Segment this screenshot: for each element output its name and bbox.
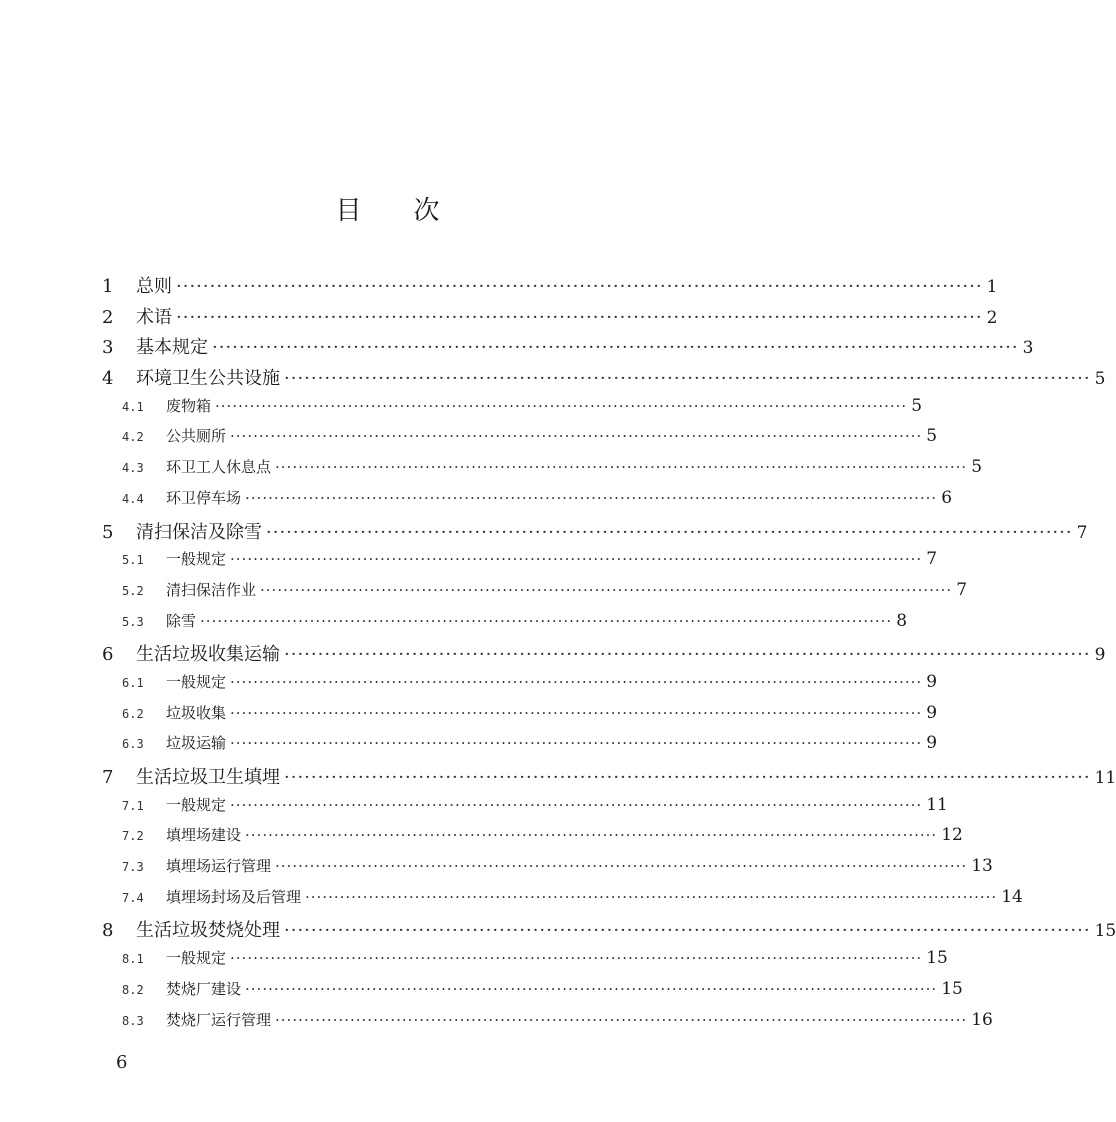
toc-entry-number: 5.3	[122, 614, 144, 629]
toc-entry-page: 15	[926, 948, 948, 969]
toc-entry-page: 1	[986, 277, 998, 297]
toc-section-row[interactable]	[100, 579, 968, 610]
toc-chapter-row[interactable]	[100, 518, 1088, 549]
toc-entry-page: 16	[971, 1009, 993, 1030]
toc-entry-title: 总则	[136, 276, 172, 297]
page-title: 目次	[335, 196, 492, 226]
toc-entry-page: 12	[941, 825, 963, 846]
toc-entry-page: 5	[971, 457, 983, 478]
toc-entry-title: 一般规定	[166, 795, 227, 814]
dot-leader: ························································································································	[275, 1010, 968, 1029]
toc-section-row[interactable]	[100, 886, 1023, 917]
toc-entry-title: 一般规定	[166, 550, 227, 569]
toc-entry-page: 11	[926, 794, 948, 815]
toc-entry-number: 2	[102, 306, 114, 328]
dot-leader: ························································································································	[176, 276, 983, 297]
dot-leader: ························································································································	[230, 795, 923, 814]
dot-leader: ························································································································	[275, 857, 968, 876]
dot-leader: ························································································································	[284, 767, 1091, 788]
toc-entry-title: 垃圾收集	[166, 703, 227, 722]
toc-chapter-row[interactable]	[100, 364, 1106, 395]
toc-entry-page: 9	[926, 702, 938, 723]
toc-entry-title: 填埋场运行管理	[166, 857, 272, 876]
toc-entry-number: 8.1	[122, 952, 144, 967]
toc-entry-page: 14	[1001, 886, 1023, 907]
toc-entry-title: 垃圾运输	[166, 734, 227, 753]
dot-leader: ························································································································	[305, 887, 998, 906]
toc-entry-title: 公共厕所	[166, 427, 227, 446]
toc-entry-number: 6.1	[122, 675, 144, 690]
dot-leader: ························································································································	[284, 920, 1091, 942]
toc-entry-title: 生活垃圾焚烧处理	[136, 920, 280, 942]
toc-chapter-row[interactable]	[100, 333, 1034, 364]
toc-entry-title: 术语	[136, 306, 172, 328]
toc-entry-title: 环卫停车场	[166, 488, 242, 507]
toc-entry-number: 8	[102, 920, 114, 942]
dot-leader: ························································································································	[230, 427, 923, 446]
dot-leader: ························································································································	[230, 734, 923, 753]
dot-leader: ························································································································	[284, 644, 1091, 666]
toc-entry-title: 焚烧厂运行管理	[166, 1010, 272, 1029]
toc-entry-page: 7	[926, 549, 938, 570]
toc-chapter-row[interactable]	[100, 272, 998, 303]
toc-section-row[interactable]	[100, 1009, 993, 1040]
toc-section-row[interactable]	[100, 947, 948, 978]
toc-entry-number: 4.1	[122, 399, 144, 414]
toc-chapter-row[interactable]	[100, 640, 1106, 671]
toc-entry-page: 3	[1022, 338, 1034, 359]
toc-section-row[interactable]	[100, 395, 923, 426]
toc-entry-number: 7	[102, 767, 114, 788]
dot-leader: ························································································································	[245, 979, 938, 998]
toc-entry-page: 9	[1094, 645, 1106, 666]
toc-entry-page: 11	[1094, 768, 1116, 788]
toc-entry-number: 6	[102, 644, 114, 666]
toc-entry-number: 4.3	[122, 461, 144, 476]
dot-leader: ························································································································	[245, 826, 938, 845]
toc-entry-page: 5	[911, 395, 923, 416]
toc-entry-title: 除雪	[166, 611, 197, 630]
toc-entry-title: 清扫保洁作业	[166, 580, 257, 599]
toc-entry-page: 5	[1094, 369, 1106, 390]
toc-entry-title: 环境卫生公共设施	[136, 368, 280, 390]
toc-entry-number: 7.2	[122, 829, 144, 844]
toc-section-row[interactable]	[100, 610, 908, 641]
toc-entry-page: 7	[1076, 522, 1088, 543]
toc-entry-title: 一般规定	[166, 672, 227, 691]
toc-entry-page: 5	[926, 426, 938, 447]
page-number: 6	[116, 1052, 128, 1073]
toc-entry-page: 9	[926, 733, 938, 754]
toc-section-row[interactable]	[100, 794, 948, 825]
dot-leader: ························································································································	[260, 580, 953, 599]
toc-entry-title: 基本规定	[136, 337, 208, 359]
toc-entry-number: 5	[102, 521, 114, 543]
toc-section-row[interactable]	[100, 487, 953, 518]
toc-entry-page: 6	[941, 487, 953, 508]
toc-chapter-row[interactable]	[100, 303, 998, 334]
toc-entry-number: 4.4	[122, 491, 144, 506]
toc-entry-number: 6.2	[122, 706, 144, 721]
toc-entry-title: 填埋场封场及后管理	[166, 887, 302, 906]
toc-section-row[interactable]	[100, 671, 938, 702]
dot-leader: ························································································································	[230, 672, 923, 691]
toc-chapter-row[interactable]	[100, 763, 1116, 794]
toc-entry-title: 生活垃圾收集运输	[136, 644, 280, 666]
dot-leader: ························································································································	[176, 306, 983, 328]
dot-leader: ························································································································	[284, 368, 1091, 390]
toc-entry-page: 15	[941, 978, 963, 999]
toc-entry-title: 生活垃圾卫生填埋	[136, 767, 280, 788]
toc-entry-number: 4.2	[122, 430, 144, 445]
table-of-contents	[100, 272, 1116, 1039]
toc-section-row[interactable]	[100, 548, 938, 579]
toc-entry-page: 7	[956, 579, 968, 600]
toc-entry-page: 2	[986, 307, 998, 328]
toc-entry-number: 8.2	[122, 982, 144, 997]
toc-entry-number: 5.1	[122, 553, 144, 568]
toc-entry-number: 7.3	[122, 860, 144, 875]
dot-leader: ························································································································	[215, 396, 908, 415]
dot-leader: ························································································································	[266, 521, 1073, 543]
toc-entry-number: 8.3	[122, 1013, 144, 1028]
toc-entry-number: 5.2	[122, 583, 144, 598]
toc-entry-number: 7.4	[122, 890, 144, 905]
toc-entry-page: 9	[926, 671, 938, 692]
toc-section-row[interactable]	[100, 425, 938, 456]
toc-entry-title: 废物箱	[166, 396, 212, 415]
toc-entry-number: 6.3	[122, 737, 144, 752]
dot-leader: ························································································································	[212, 337, 1019, 359]
toc-entry-number: 1	[102, 276, 114, 297]
toc-section-row[interactable]	[100, 732, 938, 763]
dot-leader: ························································································································	[230, 703, 923, 722]
dot-leader: ························································································································	[245, 488, 938, 507]
toc-entry-number: 3	[102, 337, 114, 359]
toc-entry-number: 4	[102, 368, 114, 390]
toc-entry-title: 一般规定	[166, 949, 227, 968]
toc-section-row[interactable]	[100, 978, 963, 1009]
toc-chapter-row[interactable]	[100, 916, 1116, 947]
dot-leader: ························································································································	[275, 458, 968, 477]
dot-leader: ························································································································	[230, 949, 923, 968]
toc-entry-title: 环卫工人休息点	[166, 458, 272, 477]
toc-entry-page: 15	[1094, 921, 1116, 942]
toc-entry-page: 13	[971, 856, 993, 877]
toc-section-row[interactable]	[100, 702, 938, 733]
toc-entry-title: 焚烧厂建设	[166, 979, 242, 998]
toc-section-row[interactable]	[100, 855, 993, 886]
dot-leader: ························································································································	[230, 550, 923, 569]
toc-section-row[interactable]	[100, 456, 983, 487]
dot-leader: ························································································································	[200, 611, 893, 630]
toc-entry-title: 清扫保洁及除雪	[136, 521, 262, 543]
toc-section-row[interactable]	[100, 824, 963, 855]
toc-entry-title: 填埋场建设	[166, 826, 242, 845]
toc-entry-number: 7.1	[122, 798, 144, 813]
toc-entry-page: 8	[896, 610, 908, 631]
